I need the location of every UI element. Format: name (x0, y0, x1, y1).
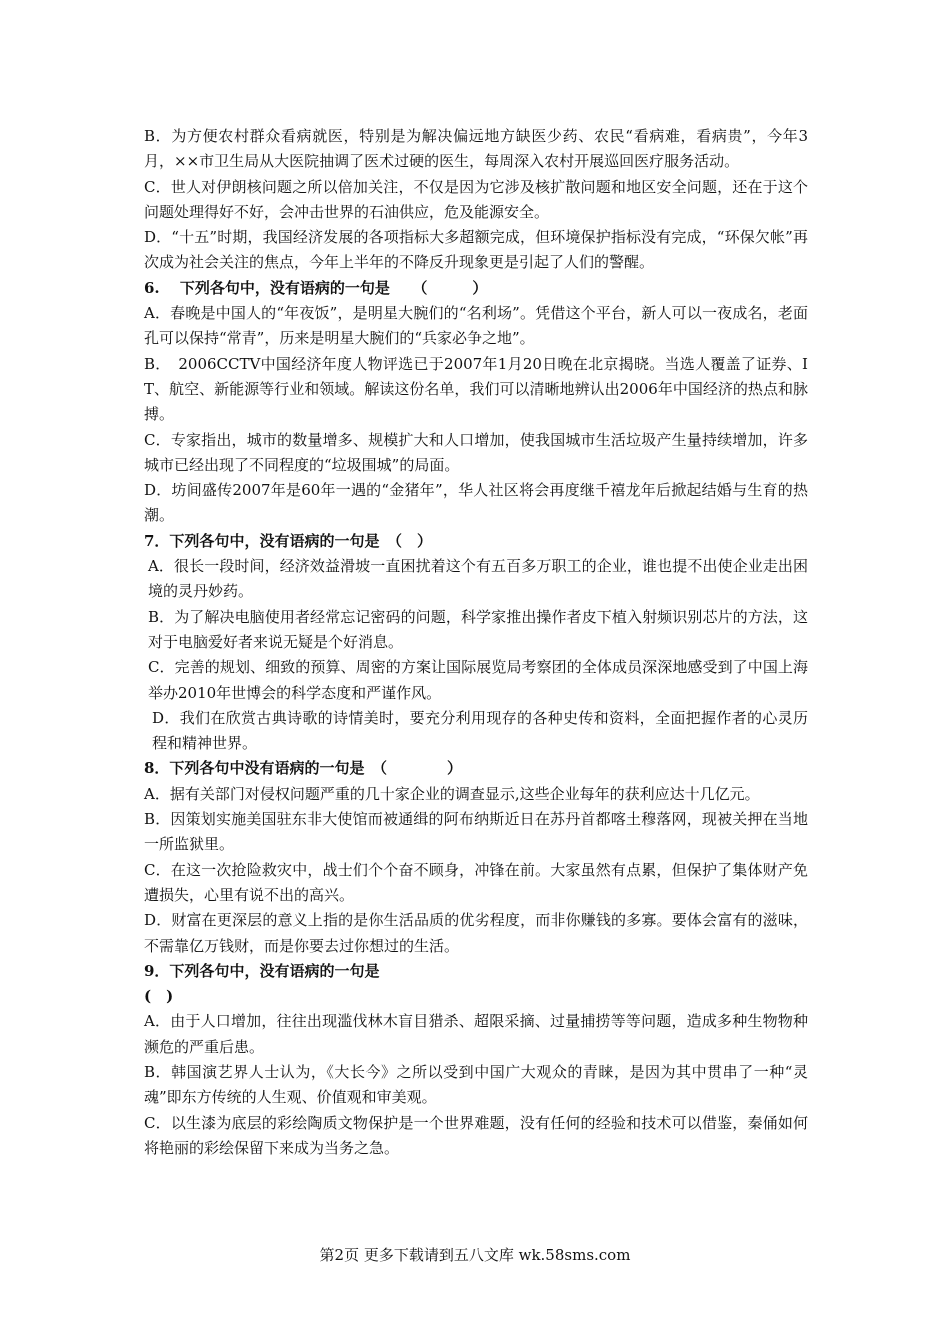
paragraph: C．在这一次抢险救灾中，战士们个个奋不顾身，冲锋在前。大家虽然有点累，但保护了集体财产免遭损失，心里有说不出的高兴。 (144, 860, 808, 904)
paragraph: B．为了解决电脑使用者经常忘记密码的问题，科学家推出操作者皮下植入射频识别芯片的方法，这对于电脑爱好者来说无疑是个好消息。 (148, 607, 808, 651)
paragraph: B． 2006CCTV中国经济年度人物评选已于2007年1月20日晚在北京揭晓。当选人覆盖了证券、IT、航空、新能源等行业和领域。解读这份名单，我们可以清晰地辨认出2006年中国经济的热点和脉搏。 (144, 354, 808, 424)
paragraph: A．很长一段时间，经济效益滑坡一直困扰着这个有五百多万职工的企业，谁也提不出使企业走出困境的灵丹妙药。 (148, 557, 808, 601)
paragraph: B．为方便农村群众看病就医，特别是为解决偏远地方缺医少药、农民“看病难，看病贵”，今年3月，××市卫生局从大医院抽调了医术过硬的医生，每周深入农村开展巡回医疗服务活动。 (144, 127, 808, 171)
paragraph: A．据有关部门对侵权问题严重的几十家企业的调查显示,这些企业每年的获利应达十几亿元。 (144, 784, 760, 803)
paragraph: A．春晚是中国人的“年夜饭”，是明星大腕们的“名利场”。凭借这个平台，新人可以一夜成名，老面孔可以保持“常青”，历来是明星大腕们的“兵家必争之地”。 (144, 304, 808, 348)
paragraph: A．由于人口增加，往往出现滥伐林木盲目猎杀、超限采摘、过量捕捞等等问题，造成多种生物物种濒危的严重后患。 (144, 1012, 808, 1056)
question-heading: 7．下列各句中，没有语病的一句是 （ ） (144, 531, 432, 550)
question-heading: 8．下列各句中没有语病的一句是 （ ） (144, 759, 462, 778)
document-body (144, 124, 808, 1161)
paragraph: B．韩国演艺界人士认为，《大长今》之所以受到中国广大观众的青睐，是因为其中贯串了一种“灵魂”即东方传统的人生观、价值观和审美观。 (144, 1062, 808, 1107)
paragraph: D．我们在欣赏古典诗歌的诗情美时，要充分利用现存的各种史传和资料，全面把握作者的心灵历程和精神世界。 (152, 708, 808, 753)
question-heading: 9．下列各句中，没有语病的一句是 (144, 961, 380, 980)
paragraph: B．因策划实施美国驻东非大使馆而被通缉的阿布纳斯近日在苏丹首都喀土穆落网，现被关押在当地一所监狱里。 (144, 810, 808, 854)
paragraph: C．世人对伊朗核问题之所以倍加关注，不仅是因为它涉及核扩散问题和地区安全问题，还在于这个问题处理得好不好，会冲击世界的石油供应，危及能源安全。 (144, 177, 808, 221)
paragraph: D．坊间盛传2007年是60年一遇的“金猪年”，华人社区将会再度继千禧龙年后掀起结婚与生育的热潮。 (144, 481, 808, 525)
paragraph: D．“十五”时期，我国经济发展的各项指标大多超额完成，但环境保护指标没有完成，“环保欠帐”再次成为社会关注的焦点，今年上半年的不降反升现象更是引起了人们的警醒。 (144, 228, 808, 272)
paragraph: C．以生漆为底层的彩绘陶质文物保护是一个世界难题，没有任何的经验和技术可以借鉴，秦俑如何将艳丽的彩绘保留下来成为当务之急。 (144, 1113, 808, 1157)
paragraph: C．专家指出，城市的数量增多、规模扩大和人口增加，使我国城市生活垃圾产生量持续增加，许多城市已经出现了不同程度的“垃圾围城”的局面。 (144, 430, 808, 474)
question-heading: 6. 下列各句中，没有语病的一句是 （ ） (144, 278, 488, 297)
answer-bracket: ( ) (144, 987, 174, 1006)
page-footer: 第2页 更多下载请到五八文库 wk.58sms.com (319, 1246, 631, 1264)
paragraph: D．财富在更深层的意义上指的是你生活品质的优劣程度，而非你赚钱的多寡。要体会富有的滋味，不需靠亿万钱财，而是你要去过你想过的生活。 (144, 911, 808, 955)
paragraph: C．完善的规划、细致的预算、周密的方案让国际展览局考察团的全体成员深深地感受到了中国上海举办2010年世博会的科学态度和严谨作风。 (148, 658, 808, 702)
